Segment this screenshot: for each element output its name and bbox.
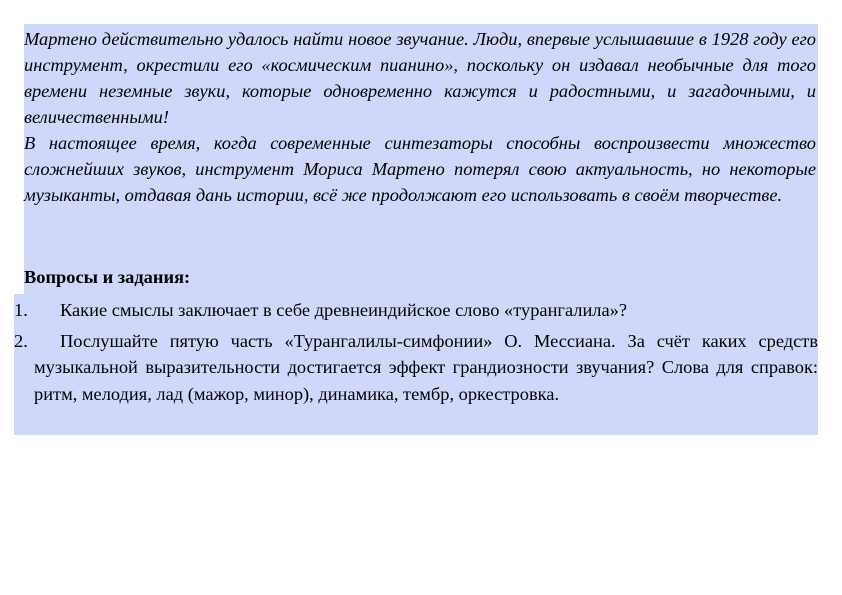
intro-text-block [24, 24, 818, 262]
questions-list [14, 297, 818, 407]
section-heading: Вопросы и задания: [24, 267, 191, 287]
question-text: Какие смыслы заключает в себе древнеиндийское слово «турангалила»? [60, 300, 627, 320]
question-item [14, 328, 818, 408]
question-number: 1. [14, 300, 28, 320]
intro-paragraph-2: В настоящее время, когда современные синтезаторы способны воспроизвести множество сложнейших звуков, инструмент Мориса Мартено потерял свою актуальность, но некоторые музыканты, отдавая дань истории, всё же продолжают его использовать в своём творчестве. [24, 133, 816, 205]
questions-block [14, 294, 818, 435]
question-text: Послушайте пятую часть «Турангалилы-симфонии» О. Мессиана. За счёт каких средств музыкальной выразительности достигается эффект грандиозности звучания? Слова для справок: ритм, мелодия, лад (мажор, минор), динамика, тембр, оркестровка. [34, 330, 818, 404]
intro-paragraph-1: Мартено действительно удалось найти новое звучание. Люди, впервые услышавшие в 1928 году его инструмент, окрестили его «космическим пианино», поскольку он издавал необычные для того времени неземные звуки, которые одновременно кажутся и радостными, и загадочными, и величественными! [24, 29, 816, 127]
question-item [14, 297, 818, 324]
section-heading-block [24, 262, 818, 294]
question-number: 2. [14, 330, 28, 351]
